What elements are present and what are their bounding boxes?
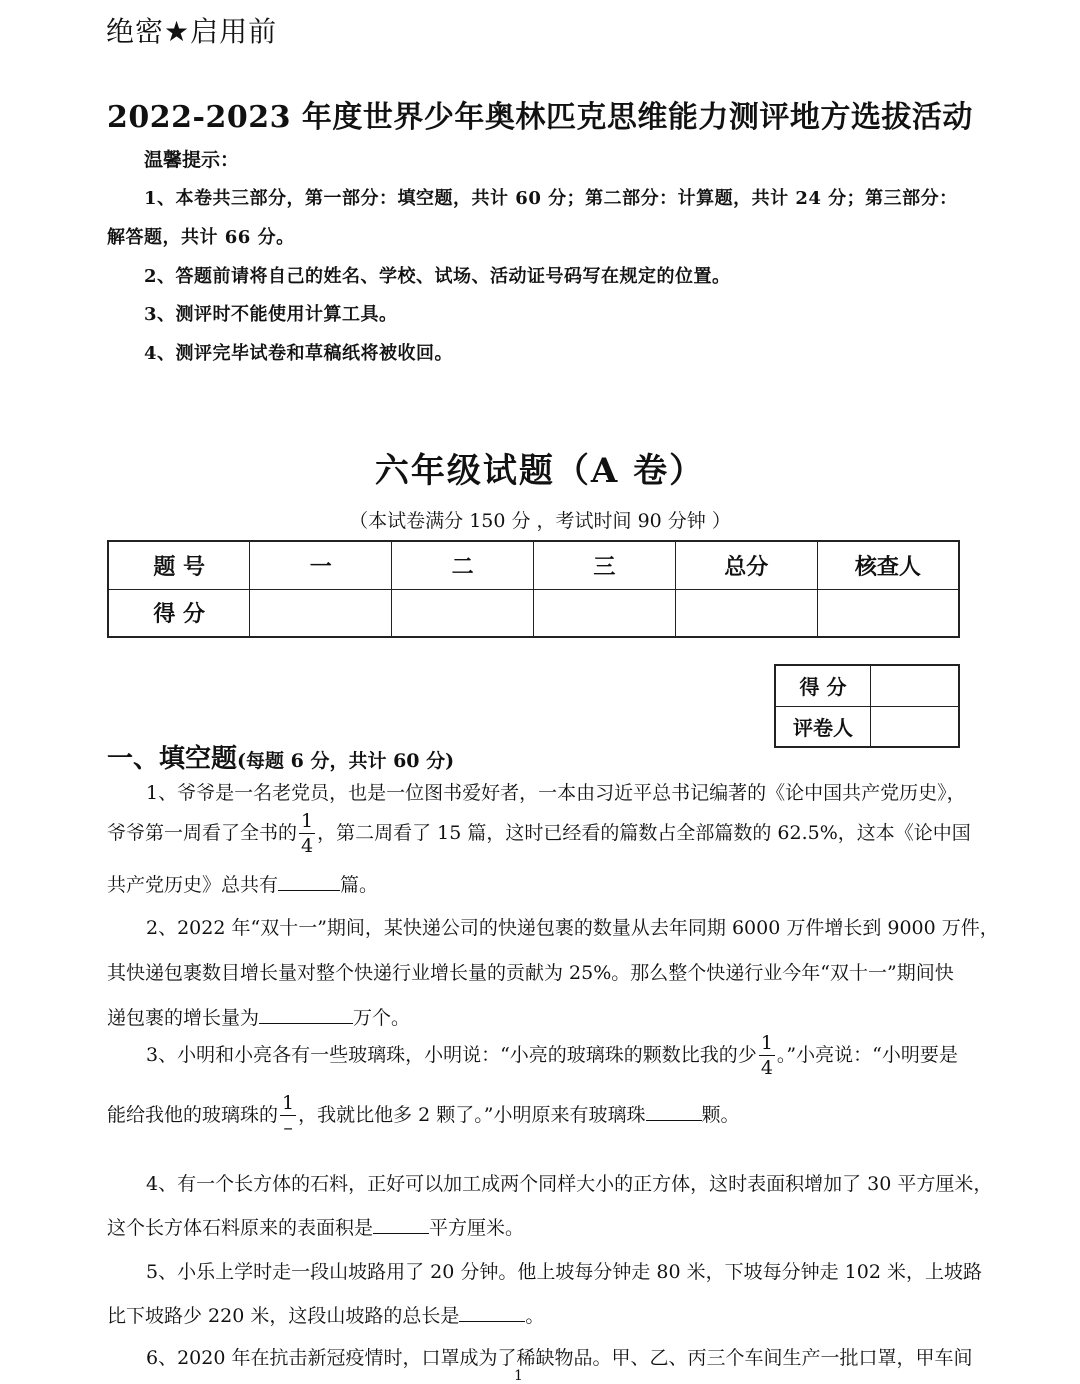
score-table-cell: 一 — [250, 541, 392, 589]
question-6-line-1: 6、2020 年在抗击新冠疫情时，口罩成为了稀缺物品。甲、乙、丙三个车间生产一批口罩，甲车间 — [146, 1347, 973, 1369]
score-table-cell: 二 — [392, 541, 534, 589]
score-table-cell: 三 — [533, 541, 675, 589]
score-entry-cell[interactable] — [392, 589, 534, 637]
section-points: (每题 6 分，共计 60 分) — [237, 750, 455, 772]
section-heading — [107, 738, 454, 775]
section-title: 一、填空题 — [107, 744, 238, 774]
fraction-numerator: 1 — [282, 1092, 295, 1114]
score-table-cell: 题 号 — [108, 541, 250, 589]
question-5-text-b: 。 — [525, 1305, 545, 1327]
document-title: 2022-2023 年度世界少年奥林匹克思维能力测评地方选拔活动 — [107, 100, 973, 135]
question-1-text-a: 爷爷第一周看了全书的 — [107, 822, 298, 844]
question-1-line-3 — [107, 870, 967, 897]
score-table — [107, 540, 960, 638]
secret-mark: 绝密★启用前 — [106, 15, 278, 48]
section-score-box — [774, 664, 960, 748]
answer-blank-2[interactable] — [259, 1005, 353, 1024]
tip-line-1: 1、本卷共三部分，第一部分：填空题，共计 60 分；第二部分：计算题，共计 24 分；第三部分： — [144, 188, 958, 209]
question-3-text-b: 。”小亮说：“小明要是 — [776, 1044, 958, 1066]
question-2-line-1: 2、2022 年“双十一”期间，某快递公司的快递包裹的数量从去年同期 6000 万件增长到 9000 万件， — [146, 917, 999, 939]
tips-heading: 温馨提示： — [144, 149, 240, 171]
question-4-text-b: 平方厘米。 — [429, 1217, 525, 1239]
answer-blank-1[interactable] — [278, 872, 340, 891]
page-number: 1 — [514, 1368, 523, 1384]
tip-line-3: 3、测评时不能使用计算工具。 — [144, 304, 398, 325]
answer-blank-3[interactable] — [646, 1102, 702, 1121]
score-table-header-row — [108, 541, 959, 589]
fraction-one-quarter — [759, 1034, 775, 1078]
question-4-text-a: 这个长方体石料原来的表面积是 — [107, 1217, 374, 1239]
question-1-text-d: 篇。 — [340, 874, 379, 896]
fraction-denominator: 4 — [760, 1057, 773, 1079]
tip-line-4: 4、测评完毕试卷和草稿纸将被收回。 — [144, 343, 454, 364]
question-2-text-a: 递包裹的增长量为 — [107, 1007, 260, 1029]
section-score-entry[interactable] — [871, 665, 960, 706]
fraction-denominator: – — [283, 1117, 293, 1139]
fraction-numerator: 1 — [301, 810, 314, 832]
score-table-cell: 总分 — [675, 541, 817, 589]
score-table-cell: 得 分 — [108, 589, 250, 637]
question-2-line-2: 其快递包裹数目增长量对整个快递行业增长量的贡献为 25%。那么整个快递行业今年“双十一”期间快 — [107, 962, 954, 984]
question-1-line-1: 1、爷爷是一名老党员，也是一位图书爱好者，一本由习近平总书记编著的《论中国共产党历史》， — [146, 782, 966, 804]
question-4-line-1: 4、有一个长方体的石料，正好可以加工成两个同样大小的正方体，这时表面积增加了 30 平方厘米， — [146, 1173, 993, 1195]
question-5-line-2 — [107, 1301, 967, 1328]
tip-line-1-cont: 解答题，共计 66 分。 — [107, 227, 295, 248]
fraction-partial — [280, 1094, 296, 1138]
question-3-text-c: 能给我他的玻璃珠的 — [107, 1104, 279, 1126]
question-1-text-c: 共产党历史》总共有 — [107, 874, 279, 896]
question-1-line-2 — [107, 810, 971, 857]
score-table-score-row — [108, 589, 959, 637]
question-3-line-2 — [107, 1094, 967, 1138]
fraction-one-quarter — [299, 812, 315, 856]
section-score-label: 得 分 — [775, 665, 871, 706]
question-2-text-b: 万个。 — [353, 1007, 411, 1029]
question-1-text-b: ，第二周看了 15 篇，这时已经看的篇数占全部篇数的 62.5%，这本《论中国 — [317, 822, 971, 844]
question-3-text-a: 3、小明和小亮各有一些玻璃珠，小明说：“小亮的玻璃珠的颗数比我的少 — [146, 1044, 757, 1066]
question-3-text-d: ，我就比他多 2 颗了。”小明原来有玻璃珠 — [298, 1104, 646, 1126]
tip-line-2: 2、答题前请将自己的姓名、学校、试场、活动证号码写在规定的位置。 — [144, 266, 731, 287]
score-entry-cell[interactable] — [817, 589, 959, 637]
score-entry-cell[interactable] — [250, 589, 392, 637]
question-4-line-2 — [107, 1213, 967, 1240]
grader-entry[interactable] — [871, 706, 960, 747]
fraction-numerator: 1 — [760, 1032, 773, 1054]
score-table-cell: 核查人 — [817, 541, 959, 589]
question-5-line-1: 5、小乐上学时走一段山坡路用了 20 分钟。他上坡每分钟走 80 米，下坡每分钟走 102 米，上坡路 — [146, 1261, 982, 1283]
grader-label: 评卷人 — [775, 706, 871, 747]
exam-note: （本试卷满分 150 分 ，考试时间 90 分钟 ） — [349, 510, 731, 532]
score-entry-cell[interactable] — [675, 589, 817, 637]
question-3-line-1 — [146, 1034, 1006, 1078]
exam-title: 六年级试题（A 卷） — [374, 451, 706, 491]
answer-blank-5[interactable] — [459, 1303, 525, 1322]
score-entry-cell[interactable] — [533, 589, 675, 637]
fraction-denominator: 4 — [301, 835, 314, 857]
question-2-line-3 — [107, 1003, 967, 1030]
answer-blank-4[interactable] — [373, 1215, 429, 1234]
question-3-text-e: 颗。 — [701, 1104, 740, 1126]
question-5-text-a: 比下坡路少 220 米，这段山坡路的总长是 — [107, 1305, 460, 1327]
